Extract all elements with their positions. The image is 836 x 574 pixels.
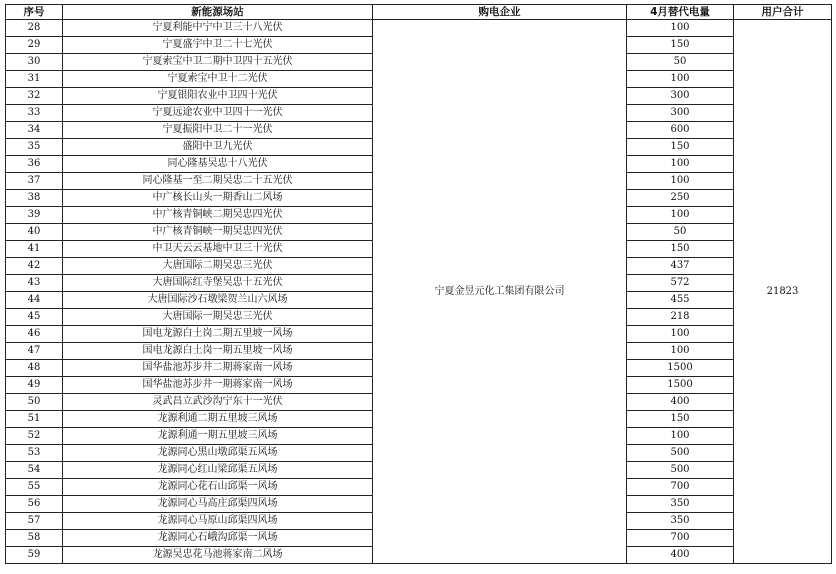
cell-april-qty: 500 <box>627 445 734 462</box>
cell-station: 宁夏盛宇中卫二十七光伏 <box>63 37 373 54</box>
cell-april-qty: 50 <box>627 224 734 241</box>
cell-april-qty: 437 <box>627 258 734 275</box>
cell-station: 龙源同心花石山邱渠一风场 <box>63 479 373 496</box>
cell-station: 中卫天云云基地中卫三十光伏 <box>63 241 373 258</box>
cell-seq: 49 <box>6 377 63 394</box>
cell-april-qty: 100 <box>627 173 734 190</box>
header-user-total: 用户合计 <box>734 5 832 20</box>
cell-april-qty: 150 <box>627 241 734 258</box>
cell-april-qty: 100 <box>627 20 734 37</box>
cell-april-qty: 150 <box>627 139 734 156</box>
cell-april-qty: 150 <box>627 37 734 54</box>
cell-seq: 32 <box>6 88 63 105</box>
cell-seq: 44 <box>6 292 63 309</box>
cell-seq: 37 <box>6 173 63 190</box>
cell-seq: 34 <box>6 122 63 139</box>
cell-station: 龙源同心红山梁邱渠五风场 <box>63 462 373 479</box>
cell-seq: 58 <box>6 530 63 547</box>
cell-station: 中广核长山头一期香山二风场 <box>63 190 373 207</box>
cell-seq: 45 <box>6 309 63 326</box>
power-substitution-table <box>5 4 832 564</box>
cell-seq: 30 <box>6 54 63 71</box>
cell-seq: 40 <box>6 224 63 241</box>
cell-april-qty: 700 <box>627 530 734 547</box>
cell-seq: 55 <box>6 479 63 496</box>
cell-station: 龙源同心黑山墩邱渠五风场 <box>63 445 373 462</box>
cell-station: 同心隆基吴忠十八光伏 <box>63 156 373 173</box>
cell-seq: 43 <box>6 275 63 292</box>
header-seq: 序号 <box>6 5 63 20</box>
cell-april-qty: 350 <box>627 496 734 513</box>
cell-april-qty: 100 <box>627 207 734 224</box>
cell-april-qty: 700 <box>627 479 734 496</box>
cell-station: 龙源同心马原山邱渠四风场 <box>63 513 373 530</box>
cell-station: 龙源同心马高庄邱渠四风场 <box>63 496 373 513</box>
cell-april-qty: 250 <box>627 190 734 207</box>
cell-seq: 46 <box>6 326 63 343</box>
cell-station: 大唐国际红寺堡吴忠十五光伏 <box>63 275 373 292</box>
cell-april-qty: 50 <box>627 54 734 71</box>
cell-station: 国电龙源白土岗一期五里坡一风场 <box>63 343 373 360</box>
cell-april-qty: 100 <box>627 156 734 173</box>
cell-station: 大唐国际沙石墩梁贺兰山六风场 <box>63 292 373 309</box>
cell-station: 宁夏利能中宁中卫三十八光伏 <box>63 20 373 37</box>
cell-station: 大唐国际二期吴忠三光伏 <box>63 258 373 275</box>
cell-seq: 57 <box>6 513 63 530</box>
cell-station: 同心隆基一至二期吴忠二十五光伏 <box>63 173 373 190</box>
cell-april-qty: 1500 <box>627 360 734 377</box>
cell-station: 大唐国际一期吴忠三光伏 <box>63 309 373 326</box>
cell-seq: 50 <box>6 394 63 411</box>
cell-seq: 53 <box>6 445 63 462</box>
cell-station: 宁夏索宝中卫十二光伏 <box>63 71 373 88</box>
cell-april-qty: 100 <box>627 326 734 343</box>
cell-seq: 28 <box>6 20 63 37</box>
cell-seq: 29 <box>6 37 63 54</box>
cell-station: 灵武昌立武沙沟宁东十一光伏 <box>63 394 373 411</box>
cell-seq: 42 <box>6 258 63 275</box>
cell-april-qty: 1500 <box>627 377 734 394</box>
cell-seq: 52 <box>6 428 63 445</box>
table-header-row <box>6 5 832 20</box>
cell-seq: 31 <box>6 71 63 88</box>
cell-april-qty: 300 <box>627 88 734 105</box>
cell-seq: 51 <box>6 411 63 428</box>
cell-seq: 41 <box>6 241 63 258</box>
cell-station: 宁夏远途农业中卫四十一光伏 <box>63 105 373 122</box>
cell-seq: 56 <box>6 496 63 513</box>
cell-seq: 33 <box>6 105 63 122</box>
header-buyer: 购电企业 <box>373 5 627 20</box>
cell-station: 龙源同心石峨沟邱渠一风场 <box>63 530 373 547</box>
cell-station: 国电龙源白土岗二期五里坡一风场 <box>63 326 373 343</box>
table-body <box>6 20 832 564</box>
cell-station: 龙源吴忠花马池蒋家南二风场 <box>63 547 373 564</box>
cell-user-total: 21823 <box>734 20 832 564</box>
cell-station: 龙源利通二期五里坡三风场 <box>63 411 373 428</box>
cell-station: 宁夏银阳农业中卫四十光伏 <box>63 88 373 105</box>
cell-april-qty: 218 <box>627 309 734 326</box>
cell-buyer: 宁夏金昱元化工集团有限公司 <box>373 20 627 564</box>
cell-april-qty: 455 <box>627 292 734 309</box>
cell-april-qty: 300 <box>627 105 734 122</box>
cell-station: 国华盐池苏步井二期蒋家南一风场 <box>63 360 373 377</box>
cell-april-qty: 400 <box>627 394 734 411</box>
cell-station: 中广核青铜峡一期吴忠四光伏 <box>63 224 373 241</box>
table-row <box>6 20 832 37</box>
cell-station: 国华盐池苏步井一期蒋家南一风场 <box>63 377 373 394</box>
cell-seq: 48 <box>6 360 63 377</box>
cell-seq: 38 <box>6 190 63 207</box>
cell-april-qty: 100 <box>627 71 734 88</box>
cell-station: 中广核青铜峡二期吴忠四光伏 <box>63 207 373 224</box>
cell-april-qty: 600 <box>627 122 734 139</box>
cell-station: 盛阳中卫九光伏 <box>63 139 373 156</box>
cell-seq: 47 <box>6 343 63 360</box>
cell-april-qty: 150 <box>627 411 734 428</box>
cell-seq: 59 <box>6 547 63 564</box>
cell-seq: 39 <box>6 207 63 224</box>
cell-april-qty: 400 <box>627 547 734 564</box>
cell-station: 宁夏振阳中卫二十一光伏 <box>63 122 373 139</box>
cell-april-qty: 350 <box>627 513 734 530</box>
cell-april-qty: 100 <box>627 428 734 445</box>
cell-seq: 54 <box>6 462 63 479</box>
cell-april-qty: 500 <box>627 462 734 479</box>
power-substitution-table-container <box>5 4 832 564</box>
header-april-qty: 4月替代电量 <box>627 5 734 20</box>
cell-seq: 36 <box>6 156 63 173</box>
cell-station: 龙源利通一期五里坡三风场 <box>63 428 373 445</box>
header-station: 新能源场站 <box>63 5 373 20</box>
cell-april-qty: 572 <box>627 275 734 292</box>
cell-april-qty: 100 <box>627 343 734 360</box>
cell-station: 宁夏索宝中卫二期中卫四十五光伏 <box>63 54 373 71</box>
cell-seq: 35 <box>6 139 63 156</box>
